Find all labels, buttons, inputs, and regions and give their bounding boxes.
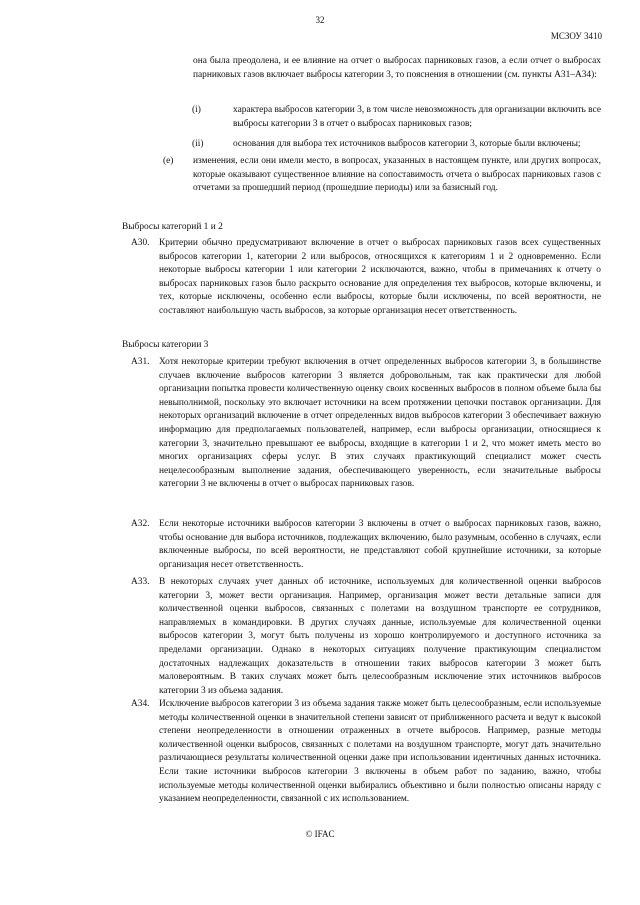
paragraph-a34: Исключение выбросов категории 3 из объема задания также может быть целесообразным, если используемые методы количественной оценки в значительной степени зависят от приближенного расчета и ведут к высокой степени неопределенности в отношении отраженных в отчете выбросов. Например, разные методы количественной оценки выбросов, связанных с полетами на воздушном транспорте, могут дать значительно различающиеся результаты количественной оценки даже при использовании идентичных данных источника. Если такие источники выбросов категории 3 включены в объем работ по заданию, важно, чтобы используемые методы количественной оценки выбирались объективно и были полностью описаны наряду с указанием неопределенности, связанной с их использованием. — [159, 699, 601, 805]
item-e-text: изменения, если они имели место, в вопросах, указанных в настоящем пункте, или других вопросах, которые оказывают существенное влияние на сопоставимость отчета о выбросах парниковых газов с отчетами за прошедший период (прошедшие периоды) или за базисный год. — [193, 156, 601, 194]
sub-item-label: (i) — [192, 105, 201, 115]
section-heading: Выбросы категорий 1 и 2 — [122, 222, 223, 232]
paragraph-a33: В некоторых случаях учет данных об источнике, используемых для количественной оценки выбросов категории 3, может вести организация. Например, организация может вести детальные записи для количественной оценки выбросов, связанных с полетами на воздушном транспорте ее сотрудников, направляемых в командировки. В других случаях данные, используемые для количественной оценки выбросов категории 3, могут быть получены из хорошо контролируемого и доступного источника за пределами организации. Однако в некоторых ситуациях получение практикующим специалистом достаточных надлежащих доказательств в отношении таких выбросов категории 3 может быть маловероятным. В таких случаях может быть целесообразным исключение этих источников выбросов категории 3 из объема задания. — [159, 577, 601, 696]
paragraph-label: А33. — [131, 577, 150, 587]
sub-item-label: (ii) — [192, 139, 204, 149]
paragraph-a32: Если некоторые источники выбросов категории 3 включены в отчет о выбросах парниковых газов, важно, чтобы основание для выбора источников, подлежащих включению, было разумным, особенно в случаях, если включенные выбросы, по всей вероятности, не представляют собой крупнейшие источники, за которые организация несет ответственность. — [159, 519, 601, 570]
sub-item-text: основания для выбора тех источников выбросов категории 3, которые были включены; — [233, 139, 581, 149]
page-number: 32 — [315, 15, 325, 25]
paragraph-label: А31. — [131, 357, 150, 367]
item-e-label: (е) — [163, 156, 174, 166]
paragraph-a31: Хотя некоторые критерии требуют включения в отчет определенных выбросов категории 3, в большинстве случаев включение выбросов категории 3 является добровольным, так как практически для любой организации попытка провести количественную оценку своих косвенных выбросов в полном объеме была бы невыполнимой, поскольку это включает источники на всем протяжении цепочки поставок организации. Для некоторых организаций включение в отчет определенных видов выбросов категории 3 обеспечивает важную информацию для предполагаемых пользователей, например, если выбросы организации, относящиеся к категории 3, значительно превышают ее выбросы, входящие в категории 1 и 2, что может иметь место во многих организациях сферы услуг. В этих случаях практикующий специалист может счесть нецелесообразным выполнение задания, обеспечивающего уверенность, если значительные выбросы категории 3 не включены в отчет о выбросах парниковых газов. — [159, 357, 601, 490]
paragraph-label: А32. — [131, 519, 150, 529]
paragraph-label: А30. — [131, 238, 150, 248]
copyright-footer: © IFAC — [305, 829, 335, 839]
paragraph-label: А34. — [131, 699, 150, 709]
intro-paragraph: она была преодолена, и ее влияние на отчет о выбросах парниковых газов, а если отчет о выбросах парниковых газов включает выбросы категории 3, то пояснения в отношении (см. пункты А31–А34): — [193, 56, 601, 80]
sub-item-text: характера выбросов категории 3, в том числе невозможность для организации включить все выбросы категории 3 в отчет о выбросах парниковых газов; — [233, 105, 601, 129]
paragraph-a30: Критерии обычно предусматривают включение в отчет о выбросах парниковых газов всех существенных выбросов категории 1, категории 2 или выбросов, относящихся к категориям 1 и 2 одновременно. Если некоторые выбросы категории 1 или категории 2 исключаются, важно, чтобы в примечаниях к отчету о выбросах парниковых газов было раскрыто основание для определения тех выбросов, которые включены, и тех, которые исключены, особенно если выбросы, которые были исключены, по всей вероятности, не составляют наибольшую часть выбросов, за которые организация несет ответственность. — [159, 238, 601, 316]
document-id: МСЗОУ 3410 — [550, 31, 602, 41]
section-heading: Выбросы категории 3 — [122, 340, 209, 350]
